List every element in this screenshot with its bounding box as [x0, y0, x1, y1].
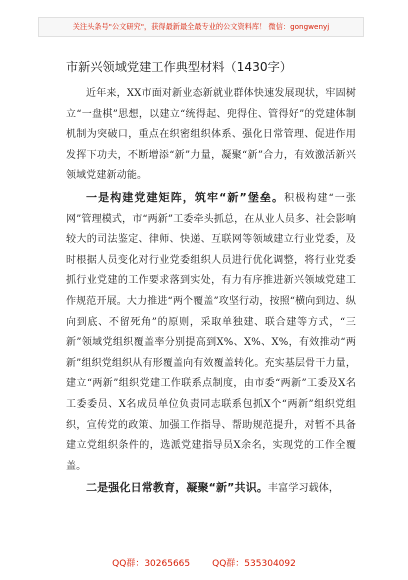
body-paragraph-section-1 [66, 188, 356, 477]
paragraph-text: 丰富学习载体， [268, 483, 340, 495]
document-title: 市新兴领域党建工作典型材料（1430字） [66, 60, 293, 74]
body-paragraph-section-2 [66, 478, 356, 500]
section-heading: 一是构建党建矩阵，筑牢“新”堡垒。 [86, 190, 285, 204]
paragraph-text: 近年来，XX市面对新业态新就业群体快速发展现状，牢固树立“一盘棋”思想，以建立“统得起、兜得住、管得好”的党建体制机制为突破口，重点在织密组织体系、强化日常管理、促进作用发挥下功夫，不断增添“新”力量，凝聚“新”合力，有效激活新兴领域党建新动能。 [66, 88, 356, 182]
paragraph-text: 积极构建“一张网”管理模式，市“两新”工委牵头抓总，在从业人员多、社会影响较大的司法鉴定、律师、快递、互联网等领域建立行业党委，及时根据人员变化对行业党委组织人员进行优化调整，将行业党委抓行业党建的工作要求落到实处，有力有序推进新兴领域党建工作规范开展。大力推进“两个覆盖”攻坚行动，按照“横向到边、纵向到底、不留死角”的原则，采取单独建、联合建等方式，“三新”领域党组织覆盖率分别提高到X%、X%、X%，有效推动“两新”组织党组织从有形覆盖向有效覆盖转化。充实基层骨干力量，建立“两新”组织党建工作联系点制度，由市委“两新”工委及X名工委委员、X名成员单位负责同志联系包抓X个“两新”组织党组织，宣传党的政策、加强工作指导、帮助规范提升，对暂不具备建立党组织条件的，选派党建指导员X余名，实现党的工作全覆盖。 [66, 192, 356, 472]
qq-group-2: QQ群：535304092 [212, 559, 296, 569]
section-heading: 二是强化日常教育，凝聚“新”共识。 [86, 481, 269, 495]
qq-group-1: QQ群：30265665 [112, 559, 191, 569]
contact-footer [0, 556, 408, 569]
body-paragraph-intro [66, 84, 356, 187]
promo-header-banner: 关注头条号"公文研究"，获得最新最全最专业的公文资料库！ 微信：gongwenyj [38, 17, 364, 37]
document-body [66, 84, 356, 500]
